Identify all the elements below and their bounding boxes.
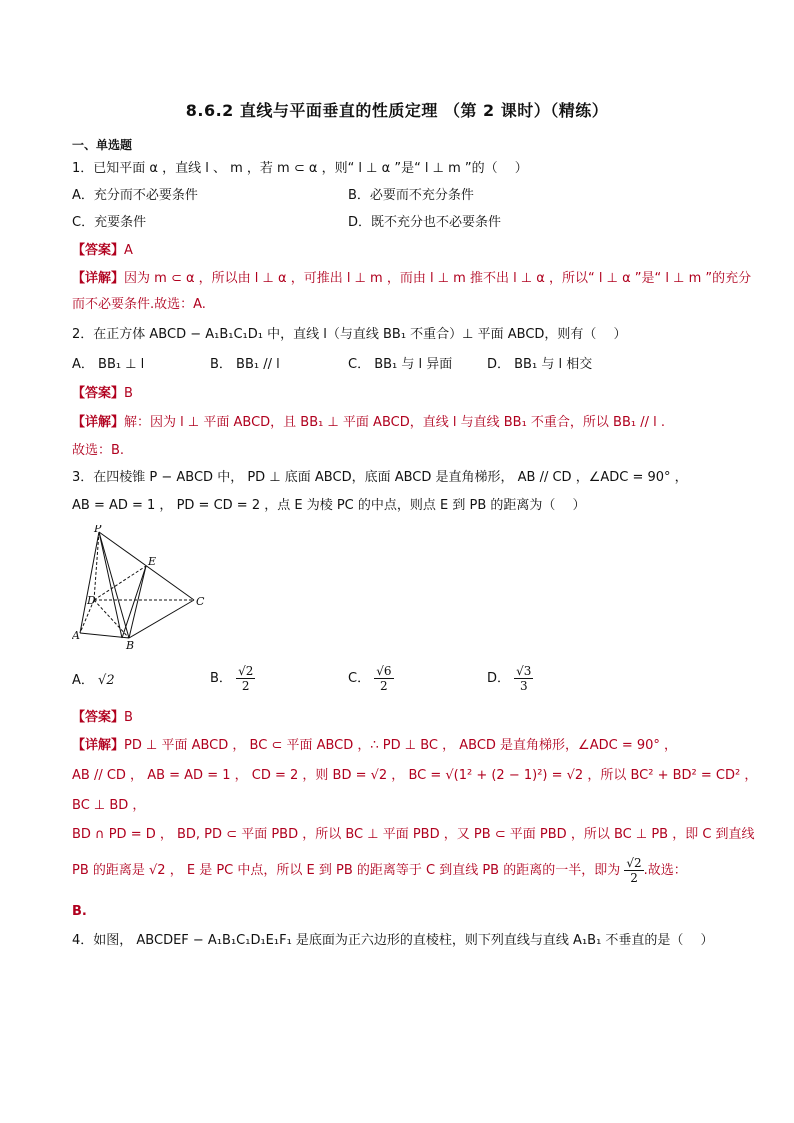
question-3-stem-cont: AB = AD = 1 ， PD = CD = 2 ，点 E 为棱 PC 的中点，则点 E 到 PB 的距离为（ ）: [72, 498, 586, 513]
q3-detail-line5: [72, 856, 687, 885]
q2-answer: [72, 385, 133, 403]
vertex-label-e: E: [148, 555, 157, 568]
answer-tag: 【答案】: [72, 710, 125, 725]
q2-option-a: A． BB₁ ⊥ l: [72, 357, 145, 372]
vertex-label-d: D: [87, 594, 96, 607]
numerator: √6: [376, 664, 392, 678]
detail-text: 因为 m ⊂ α ，所以由 l ⊥ α ，可推出 l ⊥ m ，而由 l ⊥ m 推不出 l ⊥ α ，所以“ l ⊥ α ”是“ l ⊥ m ”的充分: [124, 271, 752, 286]
question-3-stem: 3．在四棱锥 P − ABCD 中， PD ⊥ 底面 ABCD，底面 ABCD 是直角梯形， AB // CD ，∠ADC = 90° ，: [72, 470, 688, 485]
q1-option-c: C．充要条件: [72, 215, 147, 230]
numerator: √2: [626, 856, 642, 870]
q3-answer: [72, 709, 133, 727]
q2-detail: [72, 414, 665, 432]
q3-option-c: [348, 664, 394, 693]
pyramid-figure: [72, 525, 222, 659]
q1-option-a: A．充分而不必要条件: [72, 188, 198, 203]
detail-tag: 【详解】: [72, 271, 125, 286]
q1-detail: [72, 270, 751, 288]
option-label: A．: [72, 673, 94, 688]
option-fraction: [514, 664, 533, 693]
option-value: √2: [98, 673, 115, 688]
q1-option-d: D．既不充分也不必要条件: [348, 215, 502, 230]
option-fraction: [236, 664, 255, 693]
denominator: 2: [630, 871, 638, 885]
q3-option-b: [210, 664, 255, 693]
denominator: 2: [241, 679, 250, 693]
q3-detail-line3: BC ⊥ BD ，: [72, 798, 146, 813]
vertex-label-c: C: [196, 595, 205, 608]
question-4-stem: 4．如图， ABCDEF − A₁B₁C₁D₁E₁F₁ 是底面为正六边形的直棱柱，则下列直线与直线 A₁B₁ 不垂直的是（ ）: [72, 933, 714, 948]
question-1-stem: 1．已知平面 α ，直线 l 、 m ，若 m ⊂ α ，则“ l ⊥ α ”是“ l ⊥ m ”的（ ）: [72, 161, 528, 176]
q2-option-d: D． BB₁ 与 l 相交: [487, 357, 593, 372]
pyramid-diagram: [72, 525, 222, 655]
q3-detail-line6: B.: [72, 904, 87, 919]
q2-option-c: C． BB₁ 与 l 异面: [348, 357, 453, 372]
q1-answer: [72, 242, 133, 260]
answer-tag: 【答案】: [72, 386, 125, 401]
answer-tag: 【答案】: [72, 243, 125, 258]
answer-value: B: [124, 386, 133, 401]
detail-tag: 【详解】: [72, 415, 125, 430]
q1-detail-cont: 而不必要条件.故选：A.: [72, 297, 206, 312]
page-title: 8.6.2 直线与平面垂直的性质定理 （第 2 课时）（精练）: [185, 101, 609, 120]
vertex-label-a: A: [72, 629, 80, 642]
vertex-label-p: P: [94, 525, 102, 535]
option-label: D．: [487, 671, 511, 686]
section-heading: 一、单选题: [72, 138, 133, 152]
detail-text: 解：因为 l ⊥ 平面 ABCD，且 BB₁ ⊥ 平面 ABCD，直线 l 与直线 BB₁ 不重合，所以 BB₁ // l .: [124, 415, 665, 430]
answer-value: B: [124, 710, 133, 725]
option-label: C．: [348, 671, 371, 686]
q3-detail-line4: BD ∩ PD = D ， BD, PD ⊂ 平面 PBD ，所以 BC ⊥ 平面 PBD ，又 PB ⊂ 平面 PBD ，所以 BC ⊥ PB ，即 C 到直线: [72, 827, 755, 842]
option-label: B．: [210, 671, 232, 686]
numerator: √2: [238, 664, 254, 678]
question-2-stem: 2．在正方体 ABCD − A₁B₁C₁D₁ 中，直线 l（与直线 BB₁ 不重合）⊥ 平面 ABCD，则有（ ）: [72, 327, 627, 342]
detail-text-end: .故选：: [643, 863, 687, 878]
numerator: √3: [516, 664, 532, 678]
option-fraction: [374, 664, 393, 693]
detail-tag: 【详解】: [72, 738, 125, 753]
detail-text: PD ⊥ 平面 ABCD ， BC ⊂ 平面 ABCD ，∴ PD ⊥ BC ， ABCD 是直角梯形，∠ADC = 90° ，: [124, 738, 678, 753]
q3-option-d: [487, 664, 533, 693]
denominator: 3: [519, 679, 528, 693]
vertex-label-b: B: [126, 639, 135, 652]
q1-option-b: B．必要而不充分条件: [348, 188, 474, 203]
q3-option-a: [72, 672, 115, 690]
denominator: 2: [380, 679, 388, 693]
q2-detail-cont: 故选：B.: [72, 443, 125, 458]
q3-detail-line2: AB // CD ， AB = AD = 1 ， CD = 2 ，则 BD = √2 ， BC = √(1² + (2 − 1)²) = √2 ，所以 BC² + BD² = CD² ，: [72, 768, 758, 783]
answer-value: A: [124, 243, 133, 258]
detail-fraction: [624, 856, 643, 885]
q3-detail: [72, 737, 677, 755]
detail-text: PB 的距离是 √2 ， E 是 PC 中点，所以 E 到 PB 的距离等于 C 到直线 PB 的距离的一半，即为: [72, 863, 621, 878]
q2-option-b: B． BB₁ // l: [210, 357, 280, 372]
